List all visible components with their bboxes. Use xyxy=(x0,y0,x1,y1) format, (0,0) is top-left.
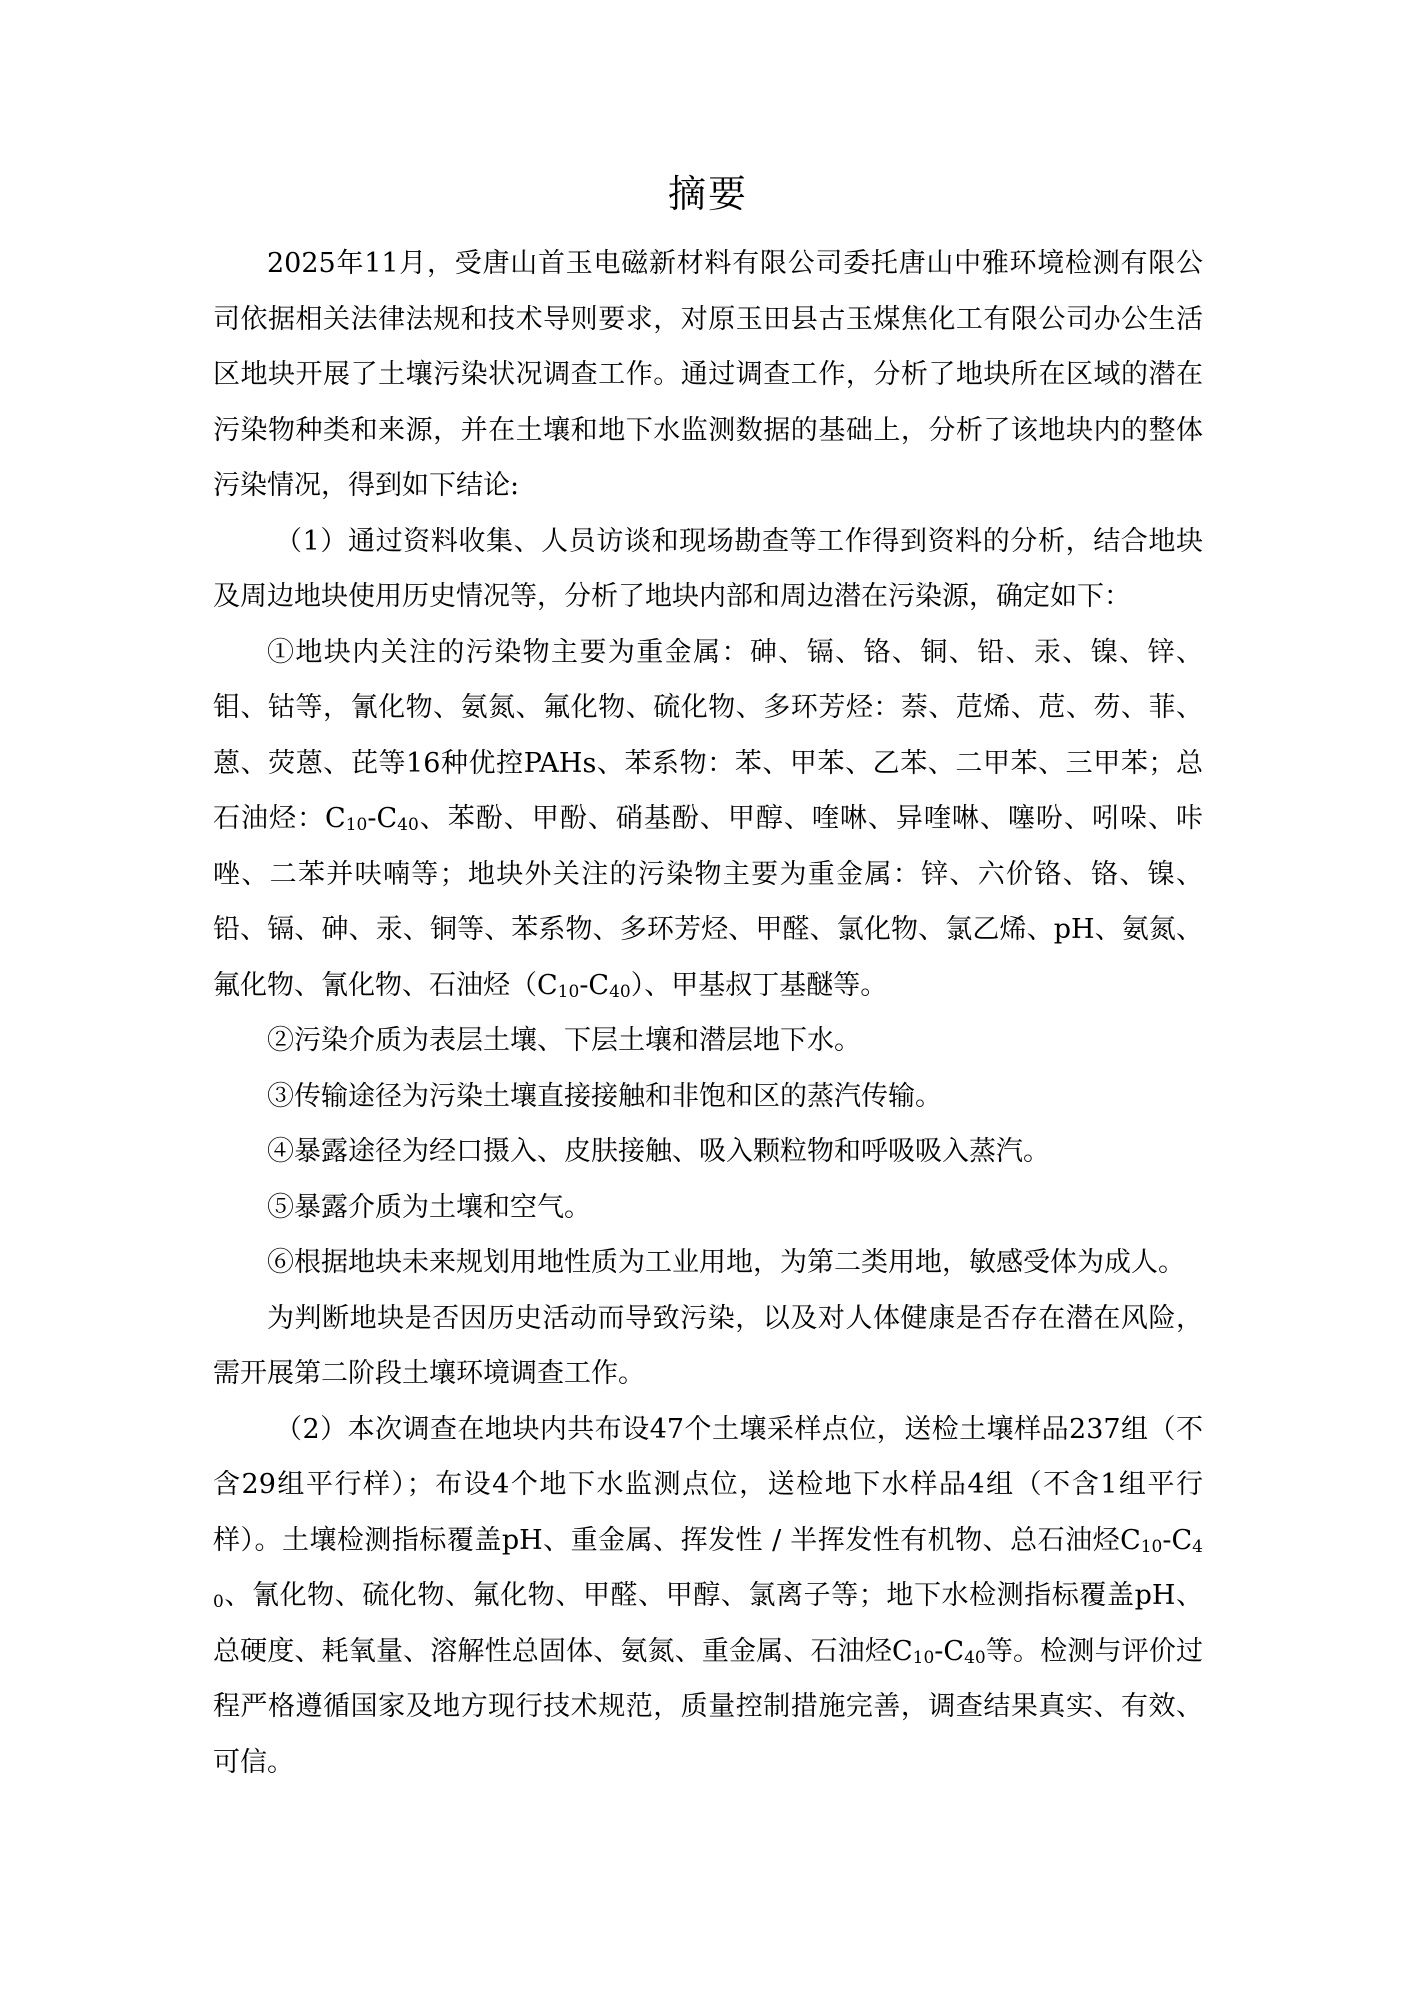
subscript-10: 10 xyxy=(912,1647,935,1668)
pollutants-text-b: -C xyxy=(367,803,398,834)
point2-text-e: 等。检测与评价过程严格遵循国家及地方现行技术规范，质量控制措施完善，调查结果真实、有效、可信。 xyxy=(213,1635,1203,1778)
subscript-10: 10 xyxy=(557,981,580,1002)
point2-text-c: 、氰化物、硫化物、氟化物、甲醛、甲醇、氯离子等；地下水检测指标覆盖pH、总硬度、耗氧量、溶解性总固体、氨氮、重金属、石油烃C xyxy=(213,1580,1203,1667)
point2-text-b: -C xyxy=(1162,1524,1193,1556)
pollutants-text-e: ）、甲基叔丁基醚等。 xyxy=(630,969,888,1001)
point2-text-a: （2）本次调查在地块内共布设47个土壤采样点位，送检土壤样品237组（不含29组平行样）；布设4个地下水监测点位，送检地下水样品4组（不含1组平行样）。土壤检测指标覆盖pH、重金属、挥发性 / 半挥发性有机物、总石油烃C xyxy=(213,1413,1203,1556)
document-page xyxy=(213,170,1203,1790)
conclusion-point-2 xyxy=(213,1402,1203,1791)
point2-text-d: -C xyxy=(934,1635,965,1667)
pollutants-text-d: -C xyxy=(579,969,610,1001)
subscript-10: 10 xyxy=(345,815,368,835)
page-title: 摘要 xyxy=(667,172,748,216)
land-use-paragraph: ⑥根据地块未来规划用地性质为工业用地，为第二类用地，敏感受体为成人。 xyxy=(267,1247,1185,1278)
subscript-40: 40 xyxy=(397,815,419,835)
conclusion-point-1: （1）通过资料收集、人员访谈和现场勘查等工作得到资料的分析，结合地块及周边地块使用历史情况等，分析了地块内部和周边潜在污染源，确定如下： xyxy=(213,525,1203,612)
exposure-medium-paragraph: ⑤暴露介质为土壤和空气。 xyxy=(267,1191,591,1223)
subscript-10: 10 xyxy=(1140,1536,1163,1557)
pollutants-paragraph xyxy=(213,625,1203,1014)
judgement-paragraph: 为判断地块是否因历史活动而导致污染，以及对人体健康是否存在潜在风险，需开展第二阶段土壤环境调查工作。 xyxy=(213,1302,1203,1389)
medium-paragraph: ②污染介质为表层土壤、下层土壤和潜层地下水。 xyxy=(267,1025,861,1056)
pollutants-text-a: ①地块内关注的污染物主要为重金属：砷、镉、铬、铜、铅、汞、镍、锌、钼、钴等，氰化物、氨氮、氟化物、硫化物、多环芳烃：萘、苊烯、苊、芴、菲、蒽、荧蒽、芘等16种优控PAHs、苯系物：苯、甲苯、乙苯、二甲苯、三甲苯；总石油烃：C xyxy=(213,636,1203,834)
exposure-route-paragraph: ④暴露途径为经口摄入、皮肤接触、吸入颗粒物和呼吸吸入蒸汽。 xyxy=(267,1136,1050,1167)
subscript-40: 40 xyxy=(964,1647,986,1668)
subscript-40: 40 xyxy=(213,1536,1203,1612)
transport-paragraph: ③传输途径为污染土壤直接接触和非饱和区的蒸汽传输。 xyxy=(267,1080,942,1112)
pollutants-text-c: 、苯酚、甲酚、硝基酚、甲醇、喹啉、异喹啉、噻吩、吲哚、咔唑、二苯并呋喃等；地块外关注的污染物主要为重金属：锌、六价铬、铬、镍、铅、镉、砷、汞、铜等、苯系物、多环芳烃、甲醛、氯化物、氯乙烯、pH、氨氮、氟化物、氰化物、石油烃（C xyxy=(213,803,1203,1001)
intro-paragraph: 2025年11月，受唐山首玉电磁新材料有限公司委托唐山中雅环境检测有限公司依据相关法律法规和技术导则要求，对原玉田县古玉煤焦化工有限公司办公生活区地块开展了土壤污染状况调查工作。通过调查工作，分析了地块所在区域的潜在污染物种类和来源，并在土壤和地下水监测数据的基础上，分析了该地块内的整体污染情况，得到如下结论: xyxy=(213,248,1203,501)
subscript-40: 40 xyxy=(609,981,631,1002)
